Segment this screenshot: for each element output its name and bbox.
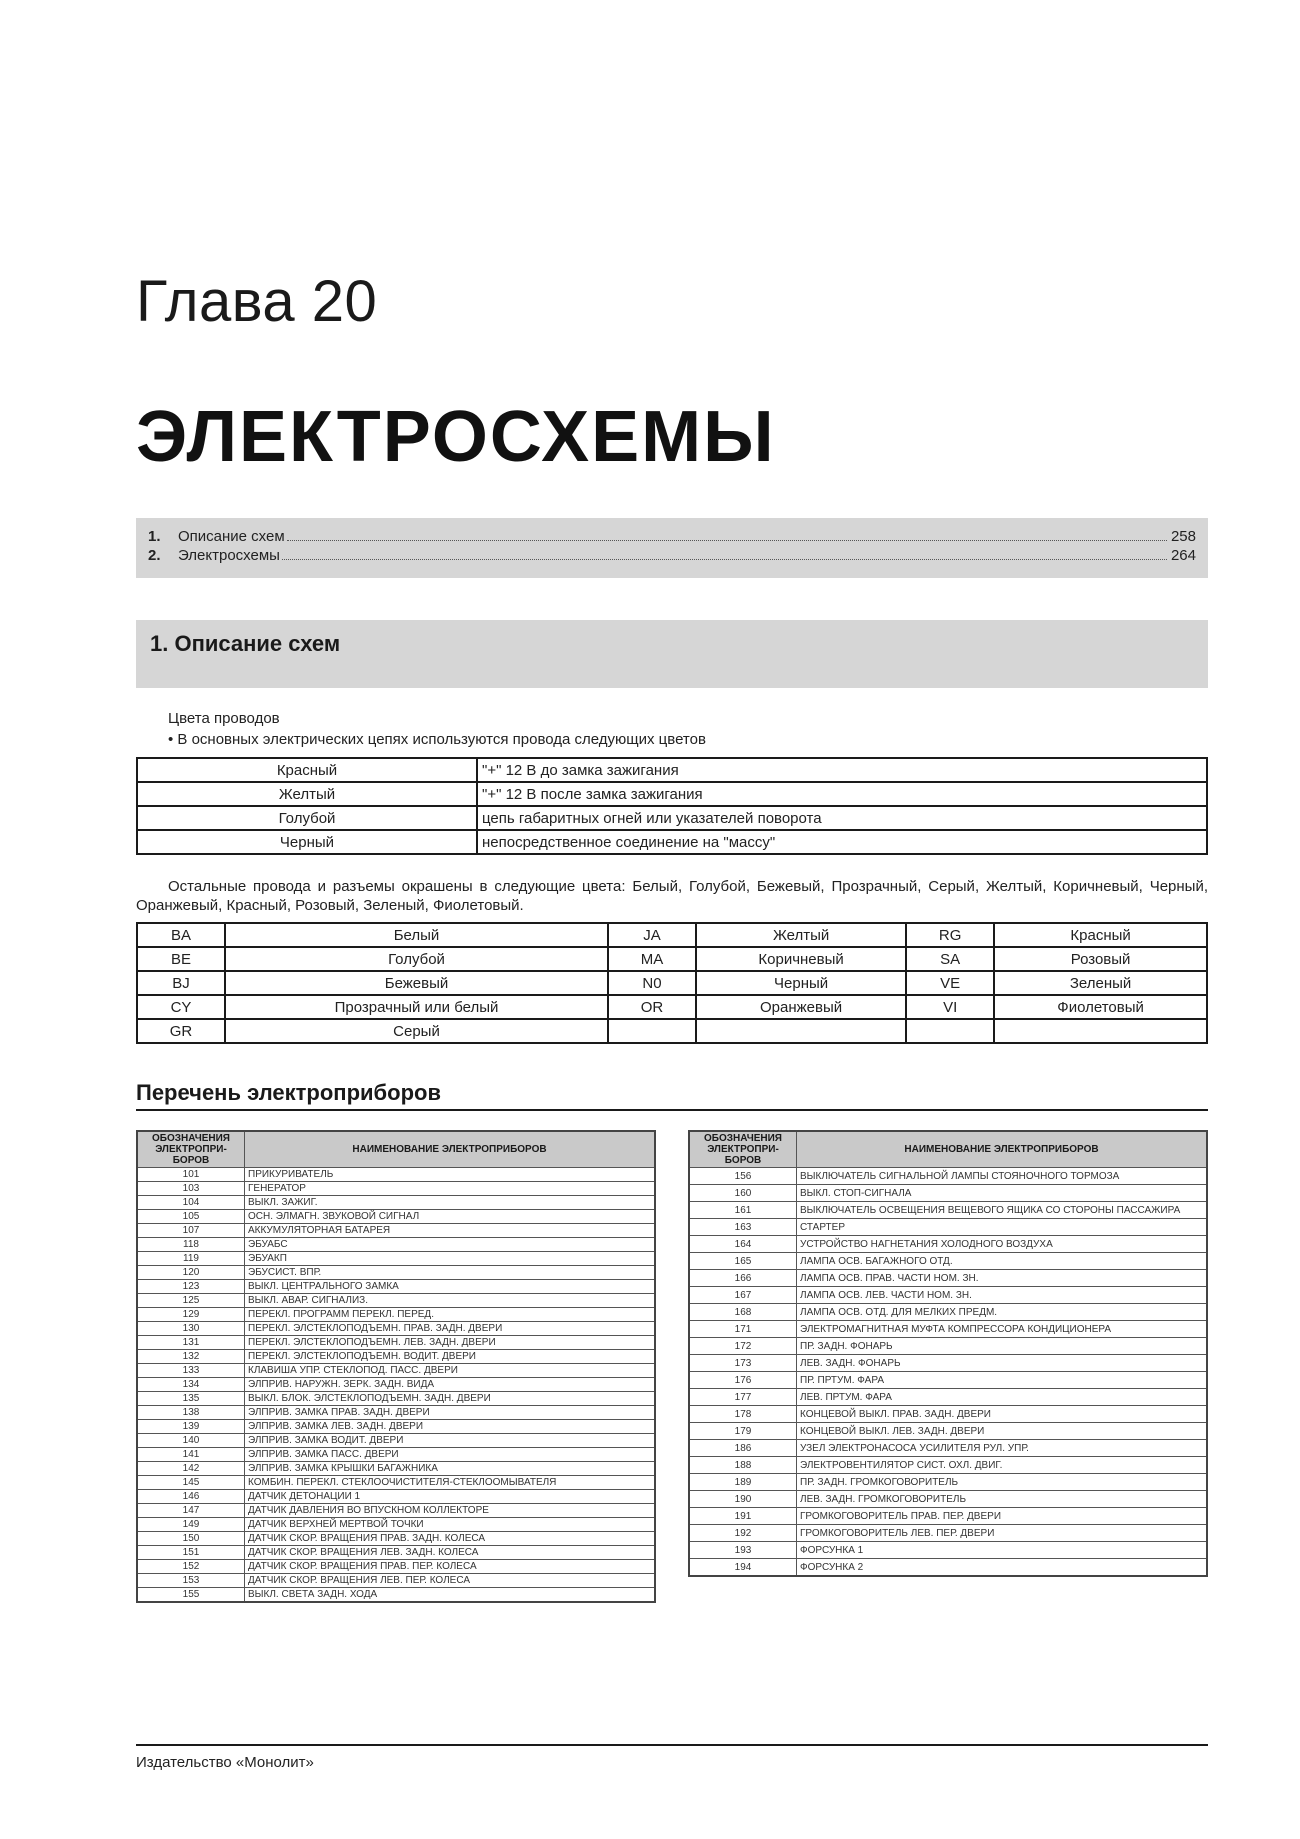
table-row [137,1588,655,1603]
device-name-cell: ДАТЧИК СКОР. ВРАЩЕНИЯ ЛЕВ. ПЕР. КОЛЕСА [245,1574,656,1588]
table-row [137,995,1207,1019]
device-name-cell: ВЫКЛ. ЦЕНТРАЛЬНОГО ЗАМКА [245,1280,656,1294]
device-name-cell: ВЫКЛ. БЛОК. ЭЛСТЕКЛОПОДЪЕМН. ЗАДН. ДВЕРИ [245,1392,656,1406]
toc-leader [282,559,1167,560]
device-code-cell: 152 [137,1560,245,1574]
toc-entry[interactable] [148,546,1196,565]
device-name-cell: ВЫКЛ. СТОП-СИГНАЛА [797,1185,1208,1202]
device-name-cell: ВЫКЛ. ЗАЖИГ. [245,1196,656,1210]
table-row [689,1236,1207,1253]
color-code-table [136,922,1208,1044]
table-row [689,1270,1207,1287]
table-row [689,1219,1207,1236]
device-name-cell: КОМБИН. ПЕРЕКЛ. СТЕКЛООЧИСТИТЕЛЯ-СТЕКЛООМЫВАТЕЛЯ [245,1476,656,1490]
device-name-cell: УЗЕЛ ЭЛЕКТРОНАСОСА УСИЛИТЕЛЯ РУЛ. УПР. [797,1440,1208,1457]
chapter-title: ЭЛЕКТРОСХЕМЫ [136,397,776,477]
device-name-cell: ЭБУАКП [245,1252,656,1266]
color-code-cell [608,1019,696,1043]
table-row [137,1364,655,1378]
table-row [137,1350,655,1364]
color-code-cell: OR [608,995,696,1019]
table-row [689,1168,1207,1185]
device-code-cell: 133 [137,1364,245,1378]
device-code-cell: 125 [137,1294,245,1308]
table-row [689,1287,1207,1304]
table-row [137,1019,1207,1043]
table-row [137,782,1207,806]
device-code-cell: 167 [689,1287,797,1304]
table-row [689,1474,1207,1491]
device-code-cell: 123 [137,1280,245,1294]
device-name-cell: ГРОМКОГОВОРИТЕЛЬ ПРАВ. ПЕР. ДВЕРИ [797,1508,1208,1525]
device-name-cell: ДАТЧИК ДАВЛЕНИЯ ВО ВПУСКНОМ КОЛЛЕКТОРЕ [245,1504,656,1518]
device-code-cell: 134 [137,1378,245,1392]
table-row [137,1322,655,1336]
wire-desc-cell: цепь габаритных огней или указателей поворота [477,806,1207,830]
toc-leader [287,540,1167,541]
toc-title: Электросхемы [178,547,280,564]
device-name-cell: ЛЕВ. ПРТУМ. ФАРА [797,1389,1208,1406]
device-code-cell: 105 [137,1210,245,1224]
device-name-cell: ПР. ПРТУМ. ФАРА [797,1372,1208,1389]
table-row [137,758,1207,782]
table-row [137,1574,655,1588]
table-row [137,1406,655,1420]
device-name-cell: ЭЛПРИВ. ЗАМКА ВОДИТ. ДВЕРИ [245,1434,656,1448]
device-code-cell: 138 [137,1406,245,1420]
table-row [137,1434,655,1448]
device-code-cell: 171 [689,1321,797,1338]
color-name-cell: Желтый [696,923,906,947]
device-code-cell: 140 [137,1434,245,1448]
device-code-cell: 176 [689,1372,797,1389]
device-name-cell: ВЫКЛ. СВЕТА ЗАДН. ХОДА [245,1588,656,1603]
device-code-cell: 189 [689,1474,797,1491]
color-name-cell: Фиолетовый [994,995,1207,1019]
color-code-cell: SA [906,947,994,971]
device-name-cell: ЛАМПА ОСВ. ОТД. ДЛЯ МЕЛКИХ ПРЕДМ. [797,1304,1208,1321]
toc-page: 264 [1170,547,1196,564]
wire-color-cell: Красный [137,758,477,782]
table-of-contents [136,518,1208,578]
device-name-cell: ОСН. ЭЛМАГН. ЗВУКОВОЙ СИГНАЛ [245,1210,656,1224]
table-row [689,1423,1207,1440]
device-code-cell: 186 [689,1440,797,1457]
table-row [137,1182,655,1196]
toc-page: 258 [1170,528,1196,545]
chapter-label: Глава 20 [136,269,378,334]
device-name-cell: ЭЛЕКТРОМАГНИТНАЯ МУФТА КОМПРЕССОРА КОНДИЦИОНЕРА [797,1321,1208,1338]
wire-desc-cell: "+" 12 В до замка зажигания [477,758,1207,782]
device-name-cell: ПР. ЗАДН. ФОНАРЬ [797,1338,1208,1355]
device-code-cell: 179 [689,1423,797,1440]
device-name-cell: ЭБУСИСТ. ВПР. [245,1266,656,1280]
device-code-cell: 147 [137,1504,245,1518]
device-code-cell: 151 [137,1546,245,1560]
toc-entry[interactable] [148,527,1196,546]
name-column-header: НАИМЕНОВАНИЕ ЭЛЕКТРОПРИБОРОВ [797,1131,1208,1168]
table-row [137,1336,655,1350]
device-code-cell: 178 [689,1406,797,1423]
color-name-cell: Голубой [225,947,608,971]
color-name-cell: Прозрачный или белый [225,995,608,1019]
device-code-cell: 150 [137,1532,245,1546]
table-row [137,1378,655,1392]
device-name-cell: ЭЛПРИВ. ЗАМКА ПРАВ. ЗАДН. ДВЕРИ [245,1406,656,1420]
table-row [137,1196,655,1210]
table-row [689,1542,1207,1559]
toc-number: 1. [148,528,161,545]
table-row [689,1440,1207,1457]
table-row [137,1308,655,1322]
table-row [137,806,1207,830]
table-row [137,1476,655,1490]
device-name-cell: ВЫКЛЮЧАТЕЛЬ СИГНАЛЬНОЙ ЛАМПЫ СТОЯНОЧНОГО ТОРМОЗА [797,1168,1208,1185]
table-row [137,1518,655,1532]
table-row [137,1224,655,1238]
heading-rule [136,1109,1208,1111]
color-code-cell: BE [137,947,225,971]
device-code-cell: 166 [689,1270,797,1287]
color-code-cell: CY [137,995,225,1019]
device-name-cell: ВЫКЛ. АВАР. СИГНАЛИЗ. [245,1294,656,1308]
device-code-cell: 193 [689,1542,797,1559]
color-code-cell: VI [906,995,994,1019]
table-row [137,1280,655,1294]
device-code-cell: 130 [137,1322,245,1336]
table-row [689,1491,1207,1508]
devices-table-left [136,1130,656,1603]
wire-color-cell: Желтый [137,782,477,806]
device-code-cell: 135 [137,1392,245,1406]
table-row [689,1185,1207,1202]
device-code-cell: 177 [689,1389,797,1406]
device-code-cell: 149 [137,1518,245,1532]
table-row [137,971,1207,995]
code-column-header: ОБОЗНАЧЕНИЯ ЭЛЕКТРОПРИ-БОРОВ [689,1131,797,1168]
device-name-cell: ПЕРЕКЛ. ЭЛСТЕКЛОПОДЪЕМН. ВОДИТ. ДВЕРИ [245,1350,656,1364]
device-code-cell: 155 [137,1588,245,1603]
device-code-cell: 132 [137,1350,245,1364]
table-row [137,947,1207,971]
table-row [137,1462,655,1476]
device-name-cell: СТАРТЕР [797,1219,1208,1236]
color-code-cell [906,1019,994,1043]
color-name-cell: Оранжевый [696,995,906,1019]
color-code-cell: JA [608,923,696,947]
device-name-cell: ПЕРЕКЛ. ЭЛСТЕКЛОПОДЪЕМН. ПРАВ. ЗАДН. ДВЕРИ [245,1322,656,1336]
device-code-cell: 129 [137,1308,245,1322]
footer-rule [136,1744,1208,1746]
wire-desc-cell: непосредственное соединение на "массу" [477,830,1207,854]
device-name-cell: ЛАМПА ОСВ. БАГАЖНОГО ОТД. [797,1253,1208,1270]
device-code-cell: 118 [137,1238,245,1252]
wire-color-cell: Голубой [137,806,477,830]
color-name-cell: Розовый [994,947,1207,971]
device-code-cell: 104 [137,1196,245,1210]
device-code-cell: 161 [689,1202,797,1219]
color-name-cell: Белый [225,923,608,947]
color-name-cell: Серый [225,1019,608,1043]
color-name-cell [994,1019,1207,1043]
device-name-cell: ПЕРЕКЛ. ЭЛСТЕКЛОПОДЪЕМН. ЛЕВ. ЗАДН. ДВЕРИ [245,1336,656,1350]
table-row [137,830,1207,854]
color-code-cell: VE [906,971,994,995]
device-name-cell: КОНЦЕВОЙ ВЫКЛ. ЛЕВ. ЗАДН. ДВЕРИ [797,1423,1208,1440]
device-code-cell: 119 [137,1252,245,1266]
main-wire-color-table [136,757,1208,855]
device-code-cell: 191 [689,1508,797,1525]
table-row [689,1508,1207,1525]
table-row [689,1525,1207,1542]
device-code-cell: 141 [137,1448,245,1462]
color-name-cell: Коричневый [696,947,906,971]
device-name-cell: ПР. ЗАДН. ГРОМКОГОВОРИТЕЛЬ [797,1474,1208,1491]
device-name-cell: ГРОМКОГОВОРИТЕЛЬ ЛЕВ. ПЕР. ДВЕРИ [797,1525,1208,1542]
device-name-cell: ЭЛПРИВ. ЗАМКА ЛЕВ. ЗАДН. ДВЕРИ [245,1420,656,1434]
device-name-cell: ВЫКЛЮЧАТЕЛЬ ОСВЕЩЕНИЯ ВЕЩЕВОГО ЯЩИКА СО СТОРОНЫ ПАССАЖИРА [797,1202,1208,1219]
device-name-cell: ЛЕВ. ЗАДН. ГРОМКОГОВОРИТЕЛЬ [797,1491,1208,1508]
device-name-cell: ЛАМПА ОСВ. ЛЕВ. ЧАСТИ НОМ. ЗН. [797,1287,1208,1304]
device-code-cell: 190 [689,1491,797,1508]
device-code-cell: 168 [689,1304,797,1321]
device-name-cell: КОНЦЕВОЙ ВЫКЛ. ПРАВ. ЗАДН. ДВЕРИ [797,1406,1208,1423]
device-name-cell: АККУМУЛЯТОРНАЯ БАТАРЕЯ [245,1224,656,1238]
device-name-cell: ДАТЧИК СКОР. ВРАЩЕНИЯ ЛЕВ. ЗАДН. КОЛЕСА [245,1546,656,1560]
device-name-cell: УСТРОЙСТВО НАГНЕТАНИЯ ХОЛОДНОГО ВОЗДУХА [797,1236,1208,1253]
table-row [689,1355,1207,1372]
device-code-cell: 146 [137,1490,245,1504]
device-code-cell: 165 [689,1253,797,1270]
table-row [689,1253,1207,1270]
color-name-cell [696,1019,906,1043]
device-code-cell: 103 [137,1182,245,1196]
device-name-cell: ГЕНЕРАТОР [245,1182,656,1196]
device-code-cell: 192 [689,1525,797,1542]
table-row [137,1546,655,1560]
device-code-cell: 173 [689,1355,797,1372]
table-row [137,1210,655,1224]
table-header-row [689,1131,1207,1168]
device-name-cell: ЭЛПРИВ. ЗАМКА КРЫШКИ БАГАЖНИКА [245,1462,656,1476]
name-column-header: НАИМЕНОВАНИЕ ЭЛЕКТРОПРИБОРОВ [245,1131,656,1168]
device-name-cell: ПЕРЕКЛ. ПРОГРАММ ПЕРЕКЛ. ПЕРЕД. [245,1308,656,1322]
table-row [137,1532,655,1546]
table-row [689,1372,1207,1389]
toc-number: 2. [148,547,161,564]
table-row [137,1490,655,1504]
color-code-cell: MA [608,947,696,971]
device-name-cell: ЛЕВ. ЗАДН. ФОНАРЬ [797,1355,1208,1372]
device-name-cell: ДАТЧИК ВЕРХНЕЙ МЕРТВОЙ ТОЧКИ [245,1518,656,1532]
wire-colors-label: Цвета проводов [168,710,280,727]
table-row [689,1338,1207,1355]
device-code-cell: 160 [689,1185,797,1202]
color-name-cell: Черный [696,971,906,995]
device-name-cell: ДАТЧИК ДЕТОНАЦИИ 1 [245,1490,656,1504]
device-name-cell: ДАТЧИК СКОР. ВРАЩЕНИЯ ПРАВ. ЗАДН. КОЛЕСА [245,1532,656,1546]
devices-heading: Перечень электроприборов [136,1080,441,1105]
table-row [689,1389,1207,1406]
device-code-cell: 145 [137,1476,245,1490]
devices-table-right [688,1130,1208,1577]
device-code-cell: 131 [137,1336,245,1350]
color-code-cell: RG [906,923,994,947]
device-name-cell: ЛАМПА ОСВ. ПРАВ. ЧАСТИ НОМ. ЗН. [797,1270,1208,1287]
device-name-cell: ЭЛЕКТРОВЕНТИЛЯТОР СИСТ. ОХЛ. ДВИГ. [797,1457,1208,1474]
device-code-cell: 142 [137,1462,245,1476]
table-row [137,1168,655,1182]
table-row [137,1504,655,1518]
color-code-cell: GR [137,1019,225,1043]
color-code-cell: BJ [137,971,225,995]
table-row [689,1406,1207,1423]
device-name-cell: ФОРСУНКА 1 [797,1542,1208,1559]
device-code-cell: 101 [137,1168,245,1182]
table-row [689,1321,1207,1338]
device-code-cell: 156 [689,1168,797,1185]
table-row [137,1294,655,1308]
device-name-cell: ФОРСУНКА 2 [797,1559,1208,1577]
device-code-cell: 172 [689,1338,797,1355]
wire-color-cell: Черный [137,830,477,854]
code-column-header: ОБОЗНАЧЕНИЯ ЭЛЕКТРОПРИ-БОРОВ [137,1131,245,1168]
table-row [137,1266,655,1280]
table-row [137,1420,655,1434]
table-row [689,1559,1207,1577]
color-code-cell: N0 [608,971,696,995]
section-heading: 1. Описание схем [136,620,1208,688]
device-name-cell: ДАТЧИК СКОР. ВРАЩЕНИЯ ПРАВ. ПЕР. КОЛЕСА [245,1560,656,1574]
device-code-cell: 188 [689,1457,797,1474]
device-code-cell: 120 [137,1266,245,1280]
device-code-cell: 194 [689,1559,797,1577]
color-name-cell: Бежевый [225,971,608,995]
device-code-cell: 139 [137,1420,245,1434]
device-code-cell: 163 [689,1219,797,1236]
wire-colors-bullet: • В основных электрических цепях используются провода следующих цветов [168,731,706,748]
table-row [137,1560,655,1574]
table-row [137,1252,655,1266]
table-row [137,923,1207,947]
device-name-cell: ЭЛПРИВ. ЗАМКА ПАСС. ДВЕРИ [245,1448,656,1462]
table-row [137,1238,655,1252]
table-row [689,1457,1207,1474]
device-code-cell: 107 [137,1224,245,1238]
table-row [689,1202,1207,1219]
table-row [137,1448,655,1462]
other-wires-paragraph: Остальные провода и разъемы окрашены в следующие цвета: Белый, Голубой, Бежевый, Прозрачный, Серый, Желтый, Коричневый, Черный, Оранжевый, Красный, Розовый, Зеленый, Фиолетовый. [136,878,1208,914]
wire-desc-cell: "+" 12 В после замка зажигания [477,782,1207,806]
device-name-cell: ЭБУАБС [245,1238,656,1252]
table-row [137,1392,655,1406]
table-header-row [137,1131,655,1168]
device-code-cell: 153 [137,1574,245,1588]
device-name-cell: КЛАВИША УПР. СТЕКЛОПОД. ПАСС. ДВЕРИ [245,1364,656,1378]
device-name-cell: ЭЛПРИВ. НАРУЖН. ЗЕРК. ЗАДН. ВИДА [245,1378,656,1392]
device-code-cell: 164 [689,1236,797,1253]
color-code-cell: BA [137,923,225,947]
toc-title: Описание схем [178,528,285,545]
device-name-cell: ПРИКУРИВАТЕЛЬ [245,1168,656,1182]
publisher-footer: Издательство «Монолит» [136,1754,314,1771]
table-row [689,1304,1207,1321]
color-name-cell: Красный [994,923,1207,947]
color-name-cell: Зеленый [994,971,1207,995]
